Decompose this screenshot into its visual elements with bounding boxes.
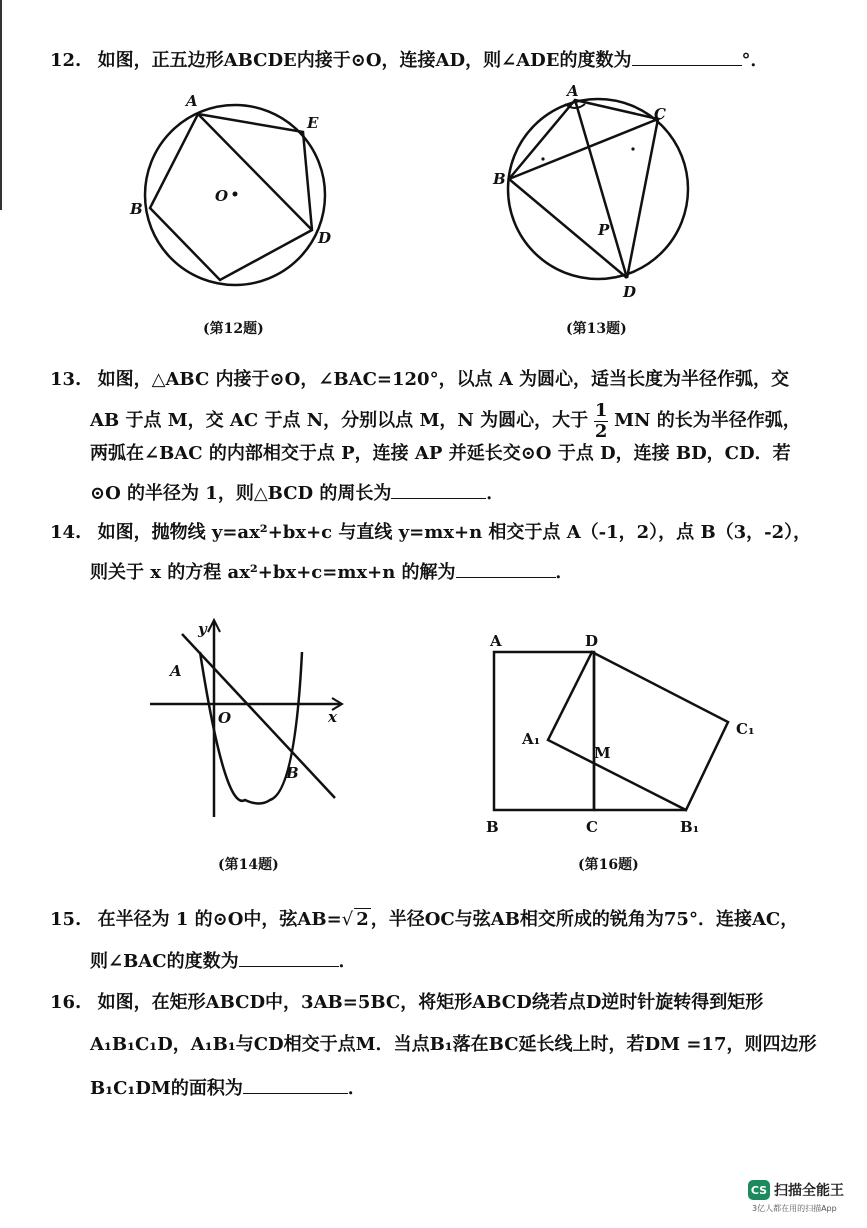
label-e: E [307,114,319,132]
label-b: B [493,170,506,188]
question-16-text: B₁C₁DM的面积为 [90,1078,243,1099]
answer-blank-12[interactable] [632,49,742,66]
label-o: O [215,187,229,205]
pentagon-abcde [150,114,312,280]
question-15-number: 15. [50,909,82,930]
label-d: D [623,283,637,301]
label-a: A [186,92,198,110]
question-14-line1 [50,522,811,544]
question-16-text: A₁B₁C₁D，A₁B₁与CD相交于点M．当点B₁落在BC延长线上时，若DM =17，则四边形 [90,1034,817,1055]
question-13-text: MN 的长为半径作弧， [614,410,801,431]
question-14-number: 14. [50,522,82,543]
question-13-text: 两弧在∠BAC 的内部相交于点 P，连接 AP 并延长交⊙O 于点 D，连接 BD，CD．若 [90,443,791,464]
caption-12: (第12题) [203,321,264,337]
question-15-line1: 15. 在半径为 1 的⊙O中，弦AB=√ 2 ，半径OC与弦AB相交所成的锐角为75°．连接AC， [50,909,799,930]
question-16-line3 [90,1077,366,1100]
label-d: D [318,229,332,247]
caption-13: (第13题) [566,321,627,337]
fraction-one-half [594,399,608,442]
segment-ad [575,100,627,278]
construction-dot [631,147,634,150]
center-point [233,192,238,197]
segment-cd [627,119,658,278]
camscanner-tagline: 3亿人都在用的扫描App [752,1204,837,1213]
question-16-number: 16. [50,992,82,1013]
question-13-end: ． [486,483,505,504]
figure-14-parabola [140,612,360,827]
question-13-text: AB 于点 M，交 AC 于点 N，分别以点 M，N 为圆心，大于 [90,410,589,431]
question-15-line2 [90,950,357,973]
label-c: C [654,105,666,123]
label-x: x [328,708,337,726]
label-p: P [598,221,610,239]
answer-blank-16[interactable] [243,1077,348,1094]
question-13-line3 [90,443,791,465]
circle-o [508,99,688,279]
question-16-line2 [90,1034,816,1056]
label-b: B [486,818,499,836]
question-13-line1 [50,369,789,391]
question-14-text: 则关于 x 的方程 ax²+bx+c=mx+n 的解为 [90,562,456,583]
question-14-text: 如图，抛物线 y=ax²+bx+c 与直线 y=mx+n 相交于点 A（-1，2），点 B（3，-2）， [97,522,812,543]
segment-bd [509,179,627,278]
question-16-line1 [50,992,763,1014]
camscanner-logo-icon: CS [748,1180,770,1200]
label-c: C [586,818,598,836]
figure-16-rectangles [480,628,770,848]
label-a: A [490,632,502,650]
question-13-text: 如图，△ABC 内接于⊙O，∠BAC=120°，以点 A 为圆心，适当长度为半径作弧，交 [97,369,790,390]
label-d: D [585,632,599,650]
question-14-end: ． [555,562,574,583]
question-12-text: 如图，正五边形ABCDE内接于⊙O，连接AD，则∠ADE的度数为 [97,50,632,71]
fraction-denominator: 2 [594,420,608,442]
camscanner-name: 扫描全能王 [774,1183,844,1199]
question-12-suffix: °． [741,50,769,71]
question-13-text: ⊙O 的半径为 1，则△BCD 的周长为 [90,483,392,504]
label-b: B [130,200,143,218]
question-15-text: 在半径为 1 的⊙O中，弦AB= [97,909,342,930]
question-13-number: 13. [50,369,82,390]
label-b: B [286,764,299,782]
answer-blank-15[interactable] [239,950,339,967]
scan-edge-shadow [0,0,2,210]
caption-16: (第16题) [578,857,639,873]
label-a1: A₁ [522,730,541,748]
question-15-text: ，半径OC与弦AB相交所成的锐角为75°．连接AC， [370,909,799,930]
construction-dot [541,157,544,160]
question-16-end: ． [347,1078,366,1099]
question-12 [50,49,769,72]
caption-14: (第14题) [218,857,279,873]
answer-blank-14[interactable] [456,561,556,578]
figure-13-triangle [485,82,705,302]
triangle-abc [509,100,658,179]
label-m: M [594,744,611,762]
question-12-number: 12. [50,50,82,71]
label-b1: B₁ [680,818,700,836]
label-c1: C₁ [736,720,755,738]
fraction-numerator: 1 [594,399,608,421]
question-16-text: 如图，在矩形ABCD中，3AB=5BC，将矩形ABCD绕若点D逆时针旋转得到矩形 [97,992,764,1013]
answer-blank-13[interactable] [391,482,486,499]
question-13-line2 [90,401,801,441]
straight-line [182,634,335,798]
camscanner-watermark [748,1180,844,1200]
figure-12-pentagon [120,90,340,290]
rectangle-a1b1c1d [548,652,728,810]
question-13-line4 [90,482,504,505]
question-14-line2 [90,561,574,584]
label-o: O [218,709,232,727]
sqrt-value: 2 [356,909,369,930]
label-a: A [170,662,182,680]
label-y: y [198,620,207,638]
label-a: A [567,82,579,100]
question-15-end: ． [338,951,357,972]
question-15-text: 则∠BAC的度数为 [90,951,239,972]
